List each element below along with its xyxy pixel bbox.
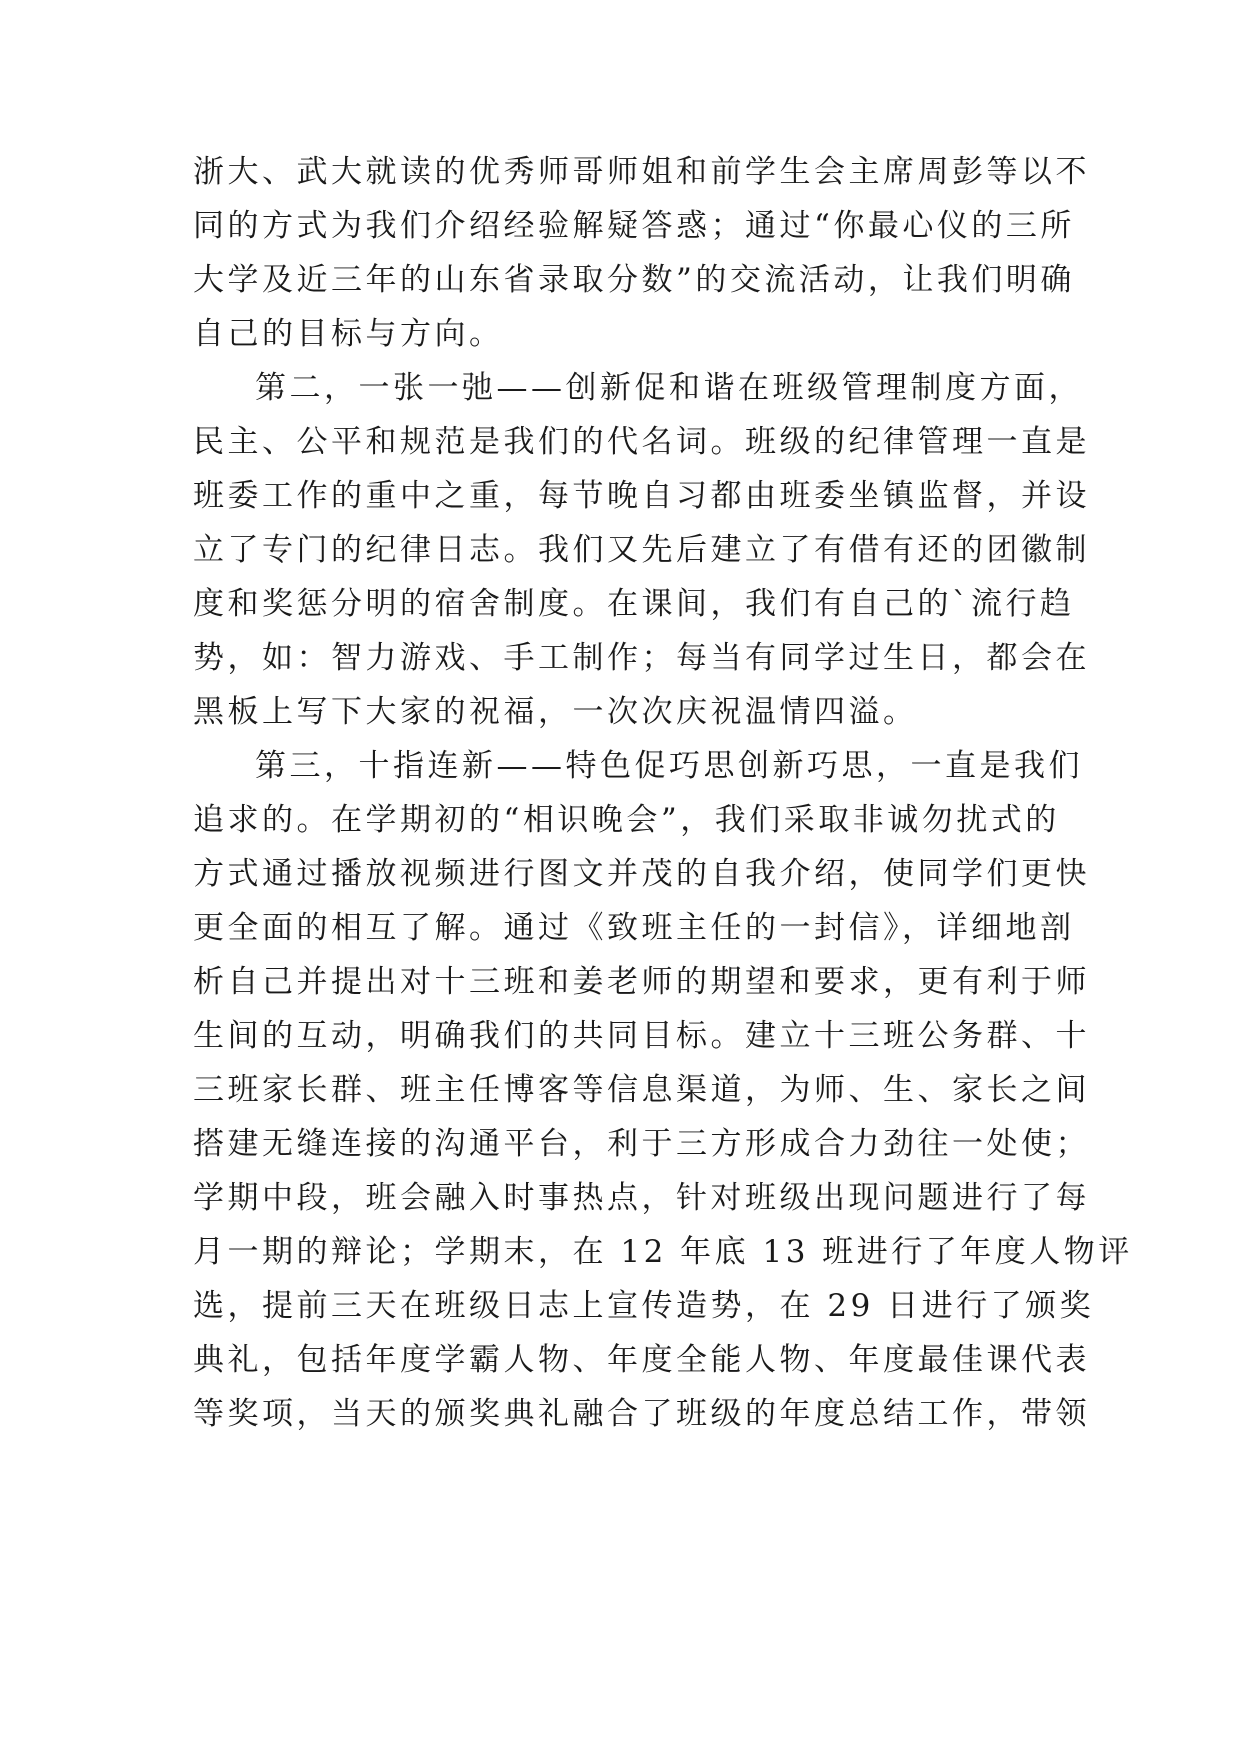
text-line: 自己的目标与方向。	[193, 316, 504, 352]
text-line: 民主、公平和规范是我们的代名词。班级的纪律管理一直是	[193, 424, 1090, 460]
text-line: 生间的互动，明确我们的共同目标。建立十三班公务群、十	[193, 1018, 1090, 1054]
text-line: 方式通过播放视频进行图文并茂的自我介绍，使同学们更快	[193, 856, 1090, 892]
text-line: 等奖项，当天的颁奖典礼融合了班级的年度总结工作，带领	[193, 1396, 1090, 1432]
text-line: 月一期的辩论；学期末，在 12 年底 13 班进行了年度人物评	[193, 1234, 1133, 1270]
paragraph-first-line: 第三，十指连新——特色促巧思创新巧思，一直是我们	[255, 748, 1083, 784]
text-line: 势，如：智力游戏、手工制作；每当有同学过生日，都会在	[193, 640, 1090, 676]
text-line: 同的方式为我们介绍经验解疑答惑；通过“你最心仪的三所	[193, 208, 1075, 244]
text-line: 学期中段，班会融入时事热点，针对班级出现问题进行了每	[193, 1180, 1090, 1216]
text-line: 黑板上写下大家的祝福，一次次庆祝温情四溢。	[193, 694, 918, 730]
text-line: 三班家长群、班主任博客等信息渠道，为师、生、家长之间	[193, 1072, 1090, 1108]
text-line: 搭建无缝连接的沟通平台，利于三方形成合力劲往一处使；	[193, 1126, 1090, 1162]
paragraph-first-line: 第二，一张一弛——创新促和谐在班级管理制度方面，	[255, 370, 1083, 406]
text-line: 立了专门的纪律日志。我们又先后建立了有借有还的团徽制	[193, 532, 1090, 568]
text-line: 度和奖惩分明的宿舍制度。在课间，我们有自己的`流行趋	[193, 586, 1075, 622]
text-line: 更全面的相互了解。通过《致班主任的一封信》，详细地剖	[193, 910, 1075, 946]
text-line: 析自己并提出对十三班和姜老师的期望和要求，更有利于师	[193, 964, 1090, 1000]
text-line: 典礼，包括年度学霸人物、年度全能人物、年度最佳课代表	[193, 1342, 1090, 1378]
text-line: 追求的。在学期初的“相识晚会”，我们采取非诚勿扰式的	[193, 802, 1060, 838]
text-line: 大学及近三年的山东省录取分数”的交流活动，让我们明确	[193, 262, 1075, 298]
text-line: 浙大、武大就读的优秀师哥师姐和前学生会主席周彭等以不	[193, 154, 1090, 190]
text-line: 选，提前三天在班级日志上宣传造势，在 29 日进行了颁奖	[193, 1288, 1095, 1324]
text-line: 班委工作的重中之重，每节晚自习都由班委坐镇监督，并设	[193, 478, 1090, 514]
